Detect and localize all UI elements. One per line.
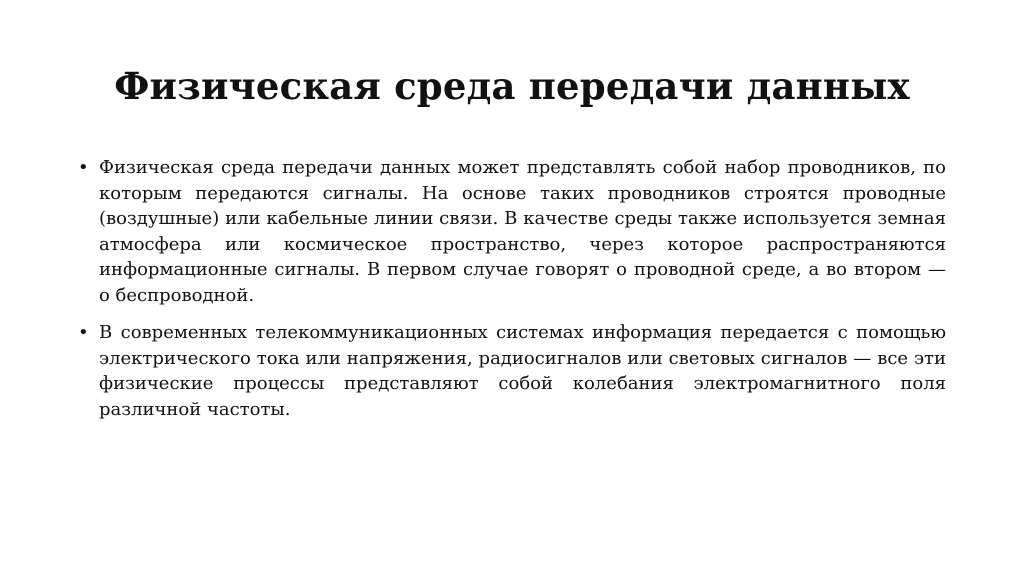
bullet-list	[78, 155, 946, 434]
bullet-dot-icon: •	[78, 322, 89, 343]
bullet-item-1	[78, 155, 946, 308]
bullet-text-1: Физическая среда передачи данных может представлять собой набор проводников, по которым передаются сигналы. На основе таких проводников строятся проводные (воздушные) или кабельные линии связи. В качестве среды также используется земная атмосфера или космическое пространство, через которое распространяются информационные сигналы. В первом случае говорят о проводной среде, а во втором — о беспроводной.	[99, 157, 946, 306]
bullet-text-2: В современных телекоммуникационных системах информация передается с помощью электрического тока или напряжения, радиосигналов или световых сигналов — все эти физические процессы представляют собой колебания электромагнитного поля различной частоты.	[99, 322, 946, 420]
bullet-dot-icon: •	[78, 157, 89, 178]
bullet-item-2	[78, 320, 946, 422]
slide-title: Физическая среда передачи данных	[114, 64, 910, 108]
